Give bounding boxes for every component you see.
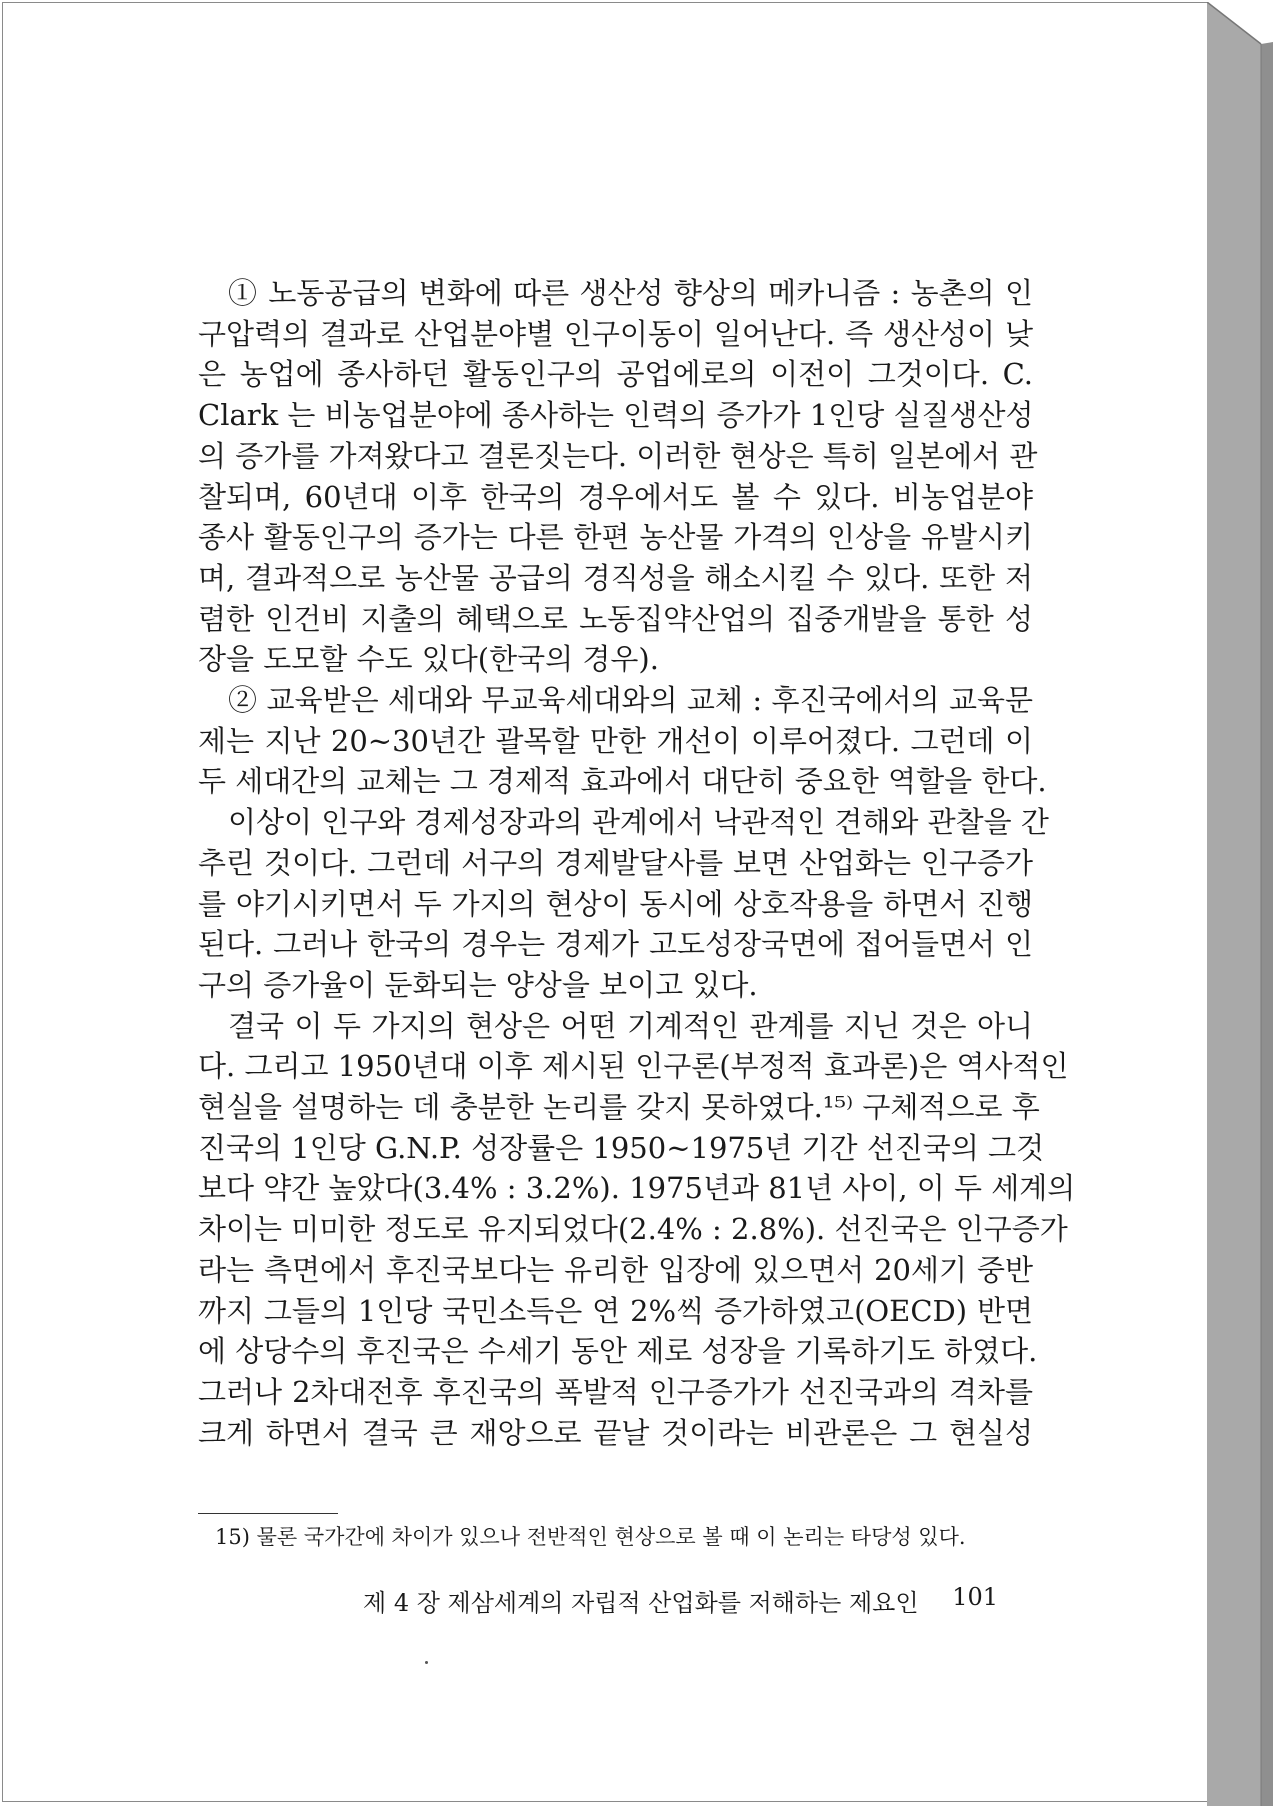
chapter-title: 제 4 장 제삼세계의 자립적 산업화를 저해하는 제요인 xyxy=(363,1589,919,1617)
line-9: 렴한 인건비 지출의 혜택으로 노동집약산업의 집중개발을 통한 성 xyxy=(198,601,1033,636)
line-21: 현실을 설명하는 데 충분한 논리를 갖지 못하였다.¹⁵⁾ 구체적으로 후 xyxy=(198,1090,1040,1125)
line-5: 의 증가를 가져왔다고 결론짓는다. 이러한 현상은 특히 일본에서 관 xyxy=(198,438,1038,473)
book-page xyxy=(2,2,1208,1802)
line-28: 그러나 2차대전후 후진국의 폭발적 인구증가가 선진국과의 격차를 xyxy=(198,1374,1033,1409)
line-20: 다. 그리고 1950년대 이후 제시된 인구론(부정적 효과론)은 역사적인 xyxy=(198,1049,1069,1084)
line-26: 까지 그들의 1인당 국민소득은 연 2%씩 증가하였고(OECD) 반면 xyxy=(198,1293,1033,1328)
line-15: 추린 것이다. 그런데 서구의 경제발달사를 보면 산업화는 인구증가 xyxy=(198,845,1033,880)
line-18: 구의 증가율이 둔화되는 양상을 보이고 있다. xyxy=(198,967,758,1002)
line-16: 를 야기시키면서 두 가지의 현상이 동시에 상호작용을 하면서 진행 xyxy=(198,886,1033,921)
scan-speck xyxy=(425,1661,428,1664)
line-7: 종사 활동인구의 증가는 다른 한편 농산물 가격의 인상을 유발시키 xyxy=(198,520,1033,555)
line-4: Clark 는 비농업분야에 종사하는 인력의 증가가 1인당 실질생산성 xyxy=(198,398,1034,433)
line-1: ① 노동공급의 변화에 따른 생산성 향상의 메카니즘 : 농촌의 인 xyxy=(228,276,1033,310)
line-3: 은 농업에 종사하던 활동인구의 공업에로의 이전이 그것이다. C. xyxy=(198,357,1033,392)
line-19: 결국 이 두 가지의 현상은 어떤 기계적인 관계를 지닌 것은 아니 xyxy=(228,1008,1033,1043)
line-23: 보다 약간 높았다(3.4% : 3.2%). 1975년과 81년 사이, 이 두 세계의 xyxy=(198,1171,1076,1206)
line-22: 진국의 1인당 G.N.P. 성장률은 1950~1975년 기간 선진국의 그것 xyxy=(198,1130,1045,1165)
line-27: 에 상당수의 후진국은 수세기 동안 제로 성장을 기록하기도 하였다. xyxy=(198,1334,1038,1369)
line-6: 찰되며, 60년대 이후 한국의 경우에서도 볼 수 있다. 비농업분야 xyxy=(198,479,1033,514)
line-12: 제는 지난 20~30년간 괄목할 만한 개선이 이루어졌다. 그런데 이 xyxy=(198,723,1033,758)
line-25: 라는 측면에서 후진국보다는 유리한 입장에 있으면서 20세기 중반 xyxy=(198,1252,1033,1287)
footnote-divider xyxy=(198,1513,338,1514)
footnote: 15) 물론 국가간에 차이가 있으나 전반적인 현상으로 볼 때 이 논리는 타당성 있다. xyxy=(215,1525,966,1549)
body-text xyxy=(198,273,1076,1453)
line-13: 두 세대간의 교체는 그 경제적 효과에서 대단히 중요한 역할을 한다. xyxy=(198,764,1047,799)
page-edge-shading xyxy=(1207,2,1275,1806)
page-number: 101 xyxy=(952,1583,998,1611)
line-11: ② 교육받은 세대와 무교육세대와의 교체 : 후진국에서의 교육문 xyxy=(228,683,1033,718)
line-29: 크게 하면서 결국 큰 재앙으로 끝날 것이라는 비관론은 그 현실성 xyxy=(198,1415,1033,1450)
line-14: 이상이 인구와 경제성장과의 관계에서 낙관적인 견해와 관찰을 간 xyxy=(228,805,1049,840)
line-17: 된다. 그러나 한국의 경우는 경제가 고도성장국면에 접어들면서 인 xyxy=(198,927,1033,962)
line-2: 구압력의 결과로 산업분야별 인구이동이 일어난다. 즉 생산성이 낮 xyxy=(198,316,1033,351)
running-footer xyxy=(363,1583,1013,1618)
line-24: 차이는 미미한 정도로 유지되었다(2.4% : 2.8%). 선진국은 인구증가 xyxy=(198,1212,1068,1247)
line-10: 장을 도모할 수도 있다(한국의 경우). xyxy=(198,642,659,677)
line-8: 며, 결과적으로 농산물 공급의 경직성을 해소시킬 수 있다. 또한 저 xyxy=(198,560,1033,595)
